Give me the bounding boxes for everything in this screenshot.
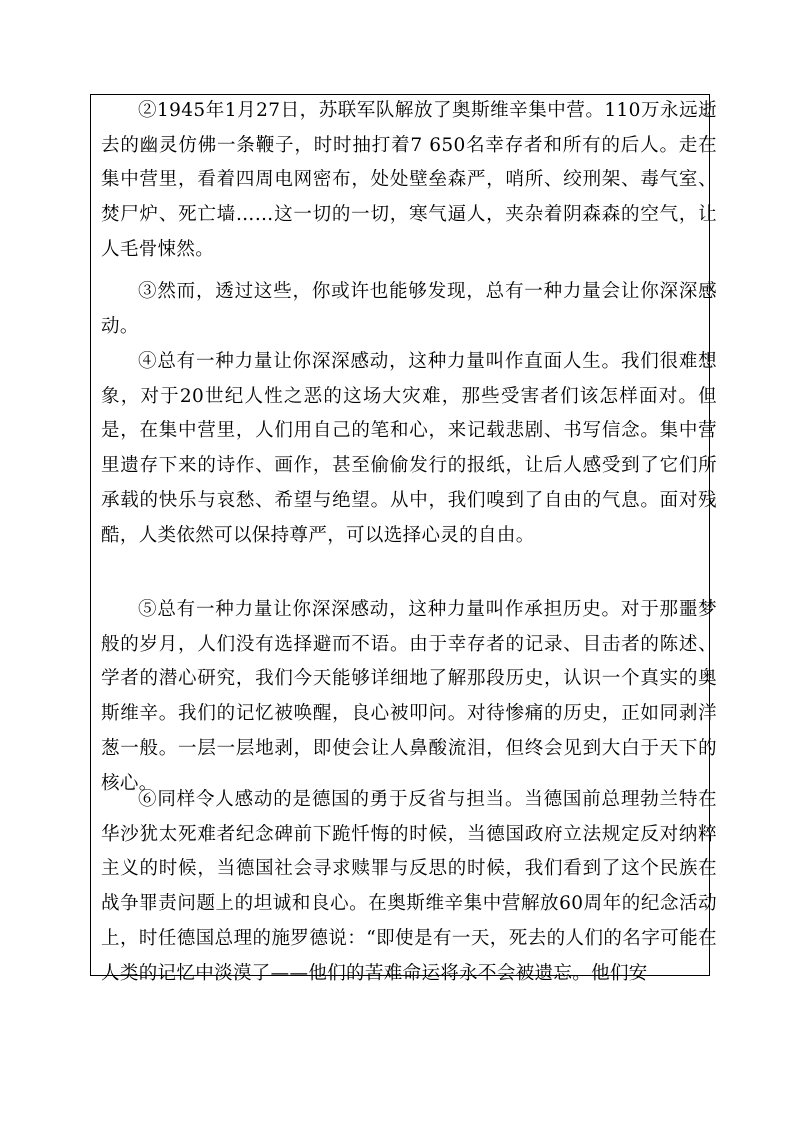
paragraph-2: ②1945年1月27日，苏联军队解放了奥斯维辛集中营。110万永远逝去的幽灵仿佛一条鞭子，时时抽打着7 650名幸存者和所有的后人。走在集中营里，看着四周电网密布，处处壁垒森严，哨所、绞刑架、毒气室、焚尸炉、死亡墙……这一切的一切，寒气逼人，夹杂着阴森森的空气，让人毛骨悚然。 — [101, 100, 717, 260]
paragraph-5: ⑤总有一种力量让你深深感动，这种力量叫作承担历史。对于那噩梦般的岁月，人们没有选择避而不语。由于幸存者的记录、目击者的陈述、学者的潜心研究，我们今天能够详细地了解那段历史，认识一个真实的奥斯维辛。我们的记忆被唤醒，良心被叩问。对待惨痛的历史，正如同剥洋葱一般。一层一层地剥，即使会让人鼻酸流泪，但终会见到大白于天下的核心。 — [101, 599, 717, 794]
paragraph-6: ⑥同样令人感动的是德国的勇于反省与担当。当德国前总理勃兰特在华沙犹太死难者纪念碑前下跪忏悔的时候，当德国政府立法规定反对纳粹主义的时候，当德国社会寻求赎罪与反思的时候，我们看到了这个民族在战争罪责问题上的坦诚和良心。在奥斯维辛集中营解放60周年的纪念活动上，时任德国总理的施罗德说：“即使是有一天，死去的人们的名字可能在人类的记忆中淡漠了——他们的苦难命运将永不会被遗忘。他们安 — [101, 789, 717, 984]
paragraph-4: ④总有一种力量让你深深感动，这种力量叫作直面人生。我们很难想象，对于20世纪人性之恶的这场大灾难，那些受害者们该怎样面对。但是，在集中营里，人们用自己的笔和心，来记载悲剧、书写信念。集中营里遗存下来的诗作、画作，甚至偷偷发行的报纸，让后人感受到了它们所承载的快乐与哀愁、希望与绝望。从中，我们嗅到了自由的气息。面对残酷，人类依然可以保持尊严，可以选择心灵的自由。 — [101, 351, 717, 546]
paragraph-3: ③然而，透过这些，你或许也能够发现，总有一种力量会让你深深感动。 — [101, 281, 717, 337]
